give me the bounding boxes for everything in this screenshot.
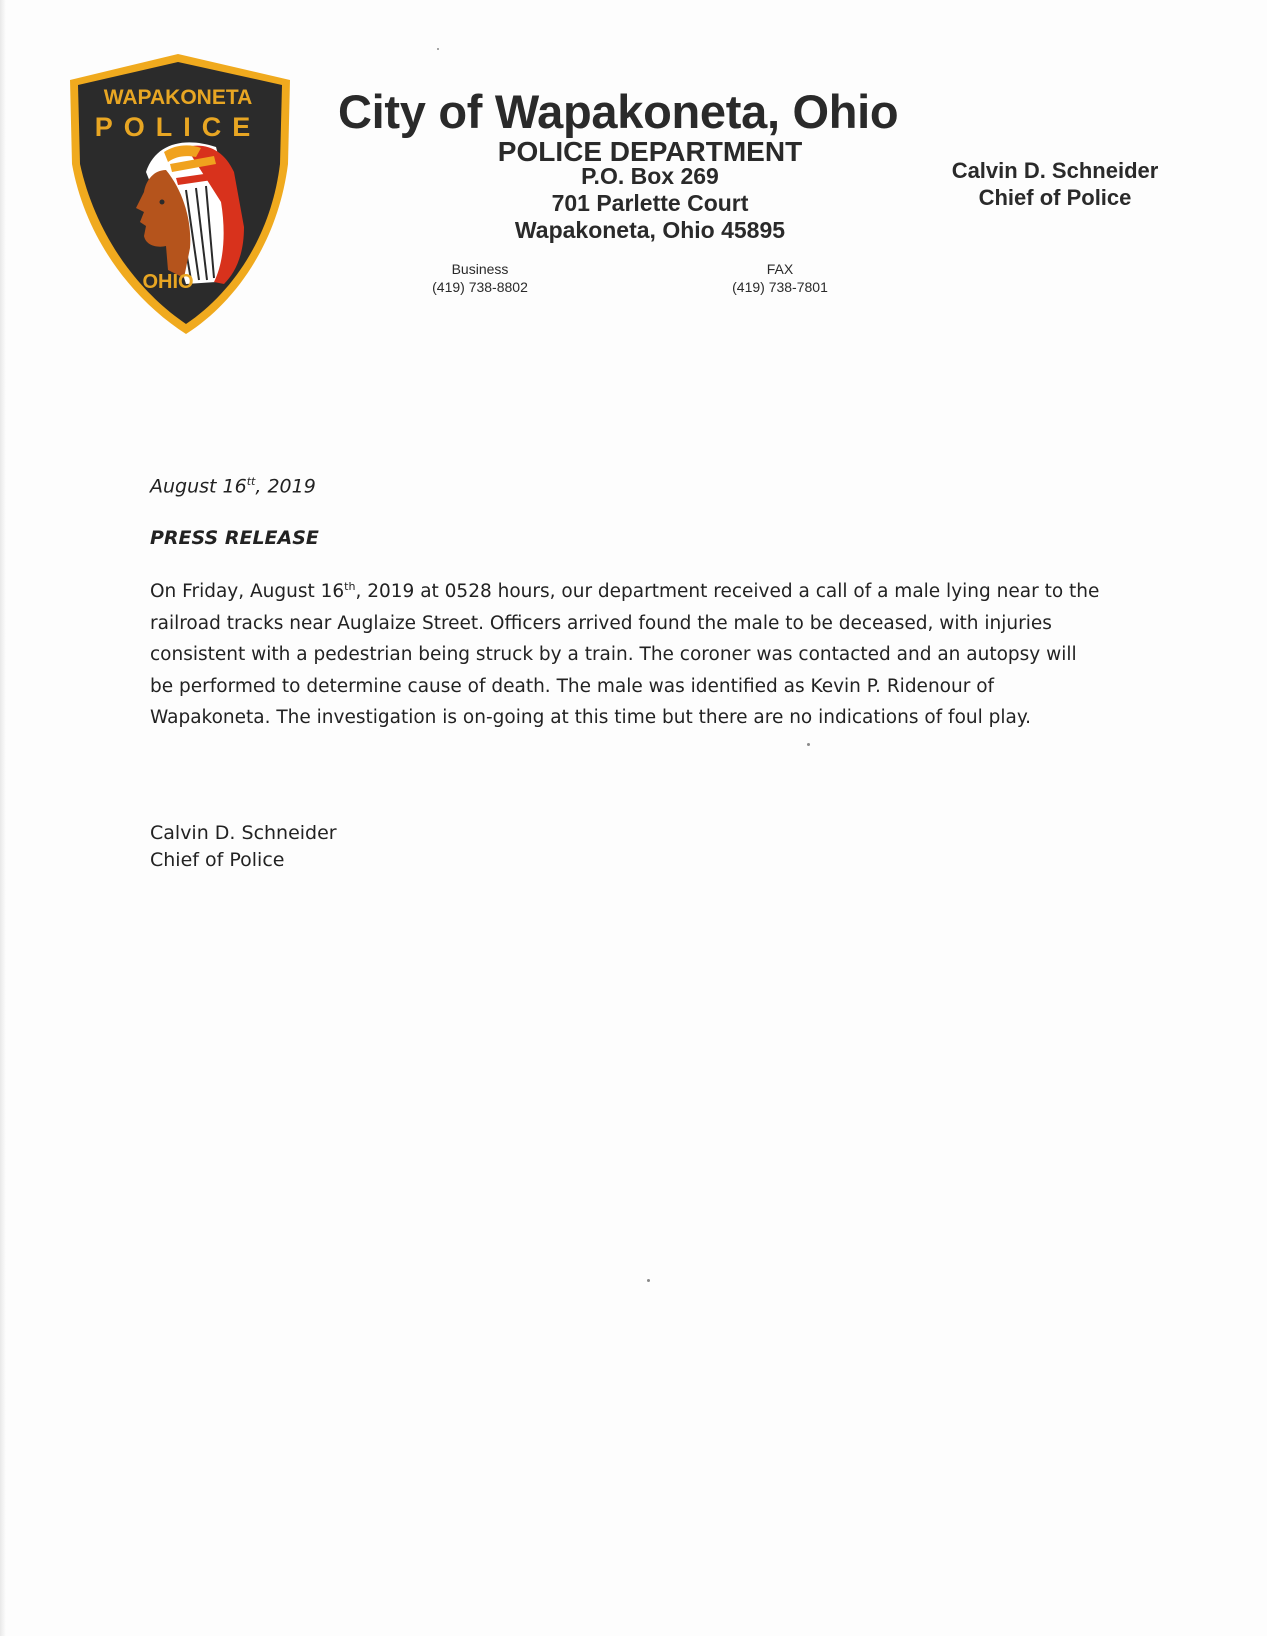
signature-block (150, 820, 1110, 874)
address-city: Wapakoneta, Ohio 45895 (514, 217, 786, 243)
chief-header (940, 157, 1170, 211)
badge-bottom-text: OHIO (142, 271, 194, 293)
address-street: 701 Parlette Court (551, 190, 749, 216)
business-contact (400, 260, 560, 296)
press-release-heading: PRESS RELEASE (150, 527, 319, 549)
date-month-day: August 16 (150, 475, 247, 498)
body-superscript: th (344, 579, 356, 593)
business-label: Business (451, 261, 509, 277)
fax-label: FAX (766, 261, 794, 277)
scan-speck (647, 1279, 650, 1282)
department-name: POLICE DEPARTMENT (497, 136, 803, 167)
chief-header-title: Chief of Police (978, 185, 1132, 210)
body-part-2: , 2019 at 0528 hours, our department received a call of a male lying near to the railroad tracks near Auglaize Street. Officers arrived found the male to be deceased, with injuries consistent with a pedestrian being struck by a train. The coroner was contacted and an autopsy will be performed to determine cause of death. The male was identified as Kevin P. Ridenour of Wapakoneta. The investigation is on-going at this time but there are no indications of foul play. (150, 581, 1100, 728)
chief-header-name: Calvin D. Schneider (951, 158, 1159, 183)
press-release-body (150, 576, 1105, 734)
scan-speck (807, 743, 810, 746)
letter-date (150, 475, 1110, 497)
badge-middle-text: POLICE (94, 112, 262, 142)
signature-title: Chief of Police (150, 849, 285, 871)
page-title: City of Wapakoneta, Ohio (338, 85, 899, 138)
fax-contact (700, 260, 860, 296)
badge-top-text: WAPAKONETA (103, 86, 253, 109)
date-suffix: tt (246, 475, 256, 488)
signature-name: Calvin D. Schneider (150, 822, 337, 844)
address-po-box: P.O. Box 269 (581, 163, 719, 189)
business-phone: (419) 738-8802 (432, 279, 528, 295)
body-part-1: On Friday, August 16 (150, 581, 345, 602)
fax-phone: (419) 738-7801 (732, 279, 828, 295)
police-badge-logo (66, 52, 294, 342)
scan-speck (437, 48, 439, 50)
date-year: , 2019 (255, 475, 316, 498)
